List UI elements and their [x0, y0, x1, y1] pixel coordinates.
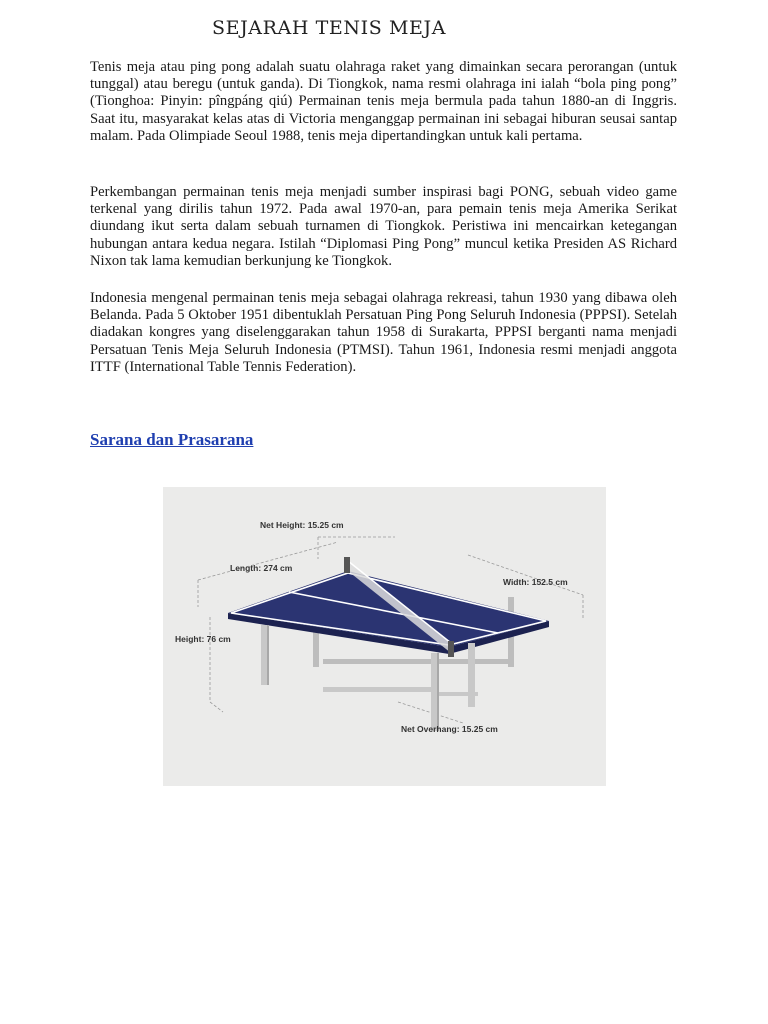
table-tennis-diagram — [163, 487, 606, 786]
paragraph-history: Tenis meja atau ping pong adalah suatu olahraga raket yang dimainkan secara perorangan (untuk tunggal) atau beregu (untuk ganda). Di Tiongkok, nama resmi olahraga ini ialah “bola ping pong” (Tionghoa: Pinyin: pîngpáng qiú) Permainan tenis meja bermula pada tahun 1880-an di Inggris. Saat itu, masyarakat kelas atas di Victoria menganggap permainan ini sebagai hiburan seusai santap malam. Pada Olimpiade Seoul 1988, tenis meja dipertandingkan untuk kali pertama. — [90, 59, 677, 144]
label-net-overhang: Net Overhang: 15.25 cm — [401, 724, 498, 734]
label-length: Length: 274 cm — [230, 563, 293, 573]
label-net-height: Net Height: 15.25 cm — [260, 520, 344, 530]
label-height: Height: 76 cm — [175, 634, 231, 644]
paragraph-indonesia: Indonesia mengenal permainan tenis meja sebagai olahraga rekreasi, tahun 1930 yang dibawa oleh Belanda. Pada 5 Oktober 1951 dibentuklah Persatuan Ping Pong Seluruh Indonesia (PPPSI). Setelah diadakan kongres yang diselenggarakan tahun 1958 di Surakarta, PPPSI berganti nama menjadi Persatuan Tenis Meja Seluruh Indonesia (PTMSI). Tahun 1961, Indonesia resmi menjadi anggota ITTF (International Table Tennis Federation). — [90, 290, 677, 375]
label-width: Width: 152.5 cm — [503, 577, 568, 587]
section-heading-link[interactable]: Sarana dan Prasarana — [90, 430, 254, 449]
paragraph-development: Perkembangan permainan tenis meja menjadi sumber inspirasi bagi PONG, sebuah video game terkenal yang dirilis tahun 1972. Pada awal 1970-an, para pemain tenis meja Amerika Serikat diundang ikut serta dalam sebuah turnamen di Tiongkok. Peristiwa ini mencairkan ketegangan hubungan antara kedua negara. Istilah “Diplomasi Ping Pong” muncul ketika Presiden AS Richard Nixon tak lama kemudian berkunjung ke Tiongkok. — [90, 184, 677, 269]
page-title: SEJARAH TENIS MEJA — [212, 17, 447, 39]
table-diagram-svg — [163, 487, 606, 786]
